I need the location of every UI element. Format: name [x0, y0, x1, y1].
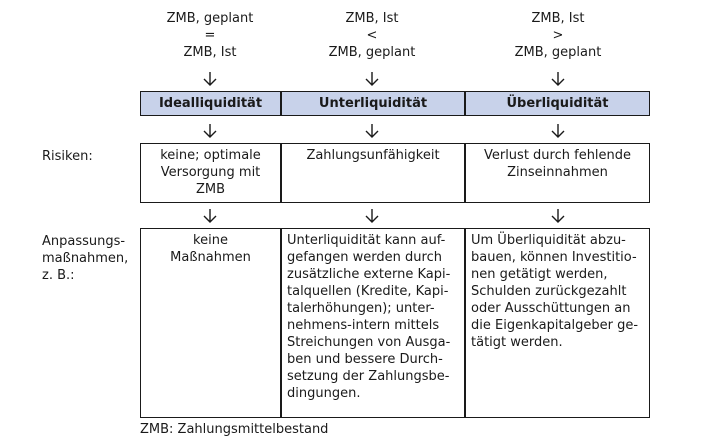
footnote: ZMB: Zahlungsmittelbestand	[140, 422, 329, 437]
measures-label: Anpassungs- maßnahmen, z. B.:	[42, 234, 129, 283]
condition-top: ZMB, geplant	[166, 11, 254, 26]
divider	[464, 228, 466, 418]
measure-ideal: keine Maßnahmen	[170, 233, 251, 265]
condition-ideal	[160, 10, 260, 61]
arrow-down-icon	[551, 123, 565, 139]
condition-bottom: ZMB, geplant	[514, 45, 602, 60]
category-over: Überliquidität	[506, 96, 609, 111]
risk-over: Verlust durch fehlende Zinseinnahmen	[483, 148, 632, 180]
condition-bottom: ZMB, geplant	[328, 45, 416, 60]
arrow-down-icon	[203, 71, 217, 87]
category-ideal: Idealliquidität	[158, 96, 263, 111]
arrow-down-icon	[203, 123, 217, 139]
risk-ideal: keine; optimale Versorgung mit ZMB	[160, 148, 261, 197]
risks-label: Risiken:	[42, 149, 93, 164]
risk-under: Zahlungsunfähigkeit	[306, 148, 440, 163]
divider	[280, 228, 282, 418]
condition-top: ZMB, Ist	[345, 11, 399, 26]
condition-over	[508, 10, 608, 61]
condition-operator: >	[552, 28, 564, 43]
condition-operator: =	[204, 28, 216, 43]
measure-under: Unterliquidität kann auf- gefangen werden durch zusätzliche externe Kapi- talquellen (Kredite, Kapi- talerhöhungen); unter- nehmens-intern mittels Streichungen von Ausga- ben und bessere Durch- setzung der Zahlungsbe- dingungen.	[287, 233, 451, 401]
condition-operator: <	[366, 28, 378, 43]
arrow-down-icon	[365, 208, 379, 224]
arrow-down-icon	[551, 208, 565, 224]
arrow-down-icon	[203, 208, 217, 224]
category-under: Unterliquidität	[318, 96, 428, 111]
arrow-down-icon	[551, 71, 565, 87]
condition-bottom: ZMB, Ist	[183, 45, 237, 60]
condition-top: ZMB, Ist	[531, 11, 585, 26]
condition-under	[322, 10, 422, 61]
measure-over: Um Überliquidität abzu- bauen, können Investitio- nen getätigt werden, Schulden zurückgezahlt oder Ausschüttungen an die Eigenkapitalgeber ge- tätigt werden.	[471, 233, 639, 350]
arrow-down-icon	[365, 123, 379, 139]
arrow-down-icon	[365, 71, 379, 87]
